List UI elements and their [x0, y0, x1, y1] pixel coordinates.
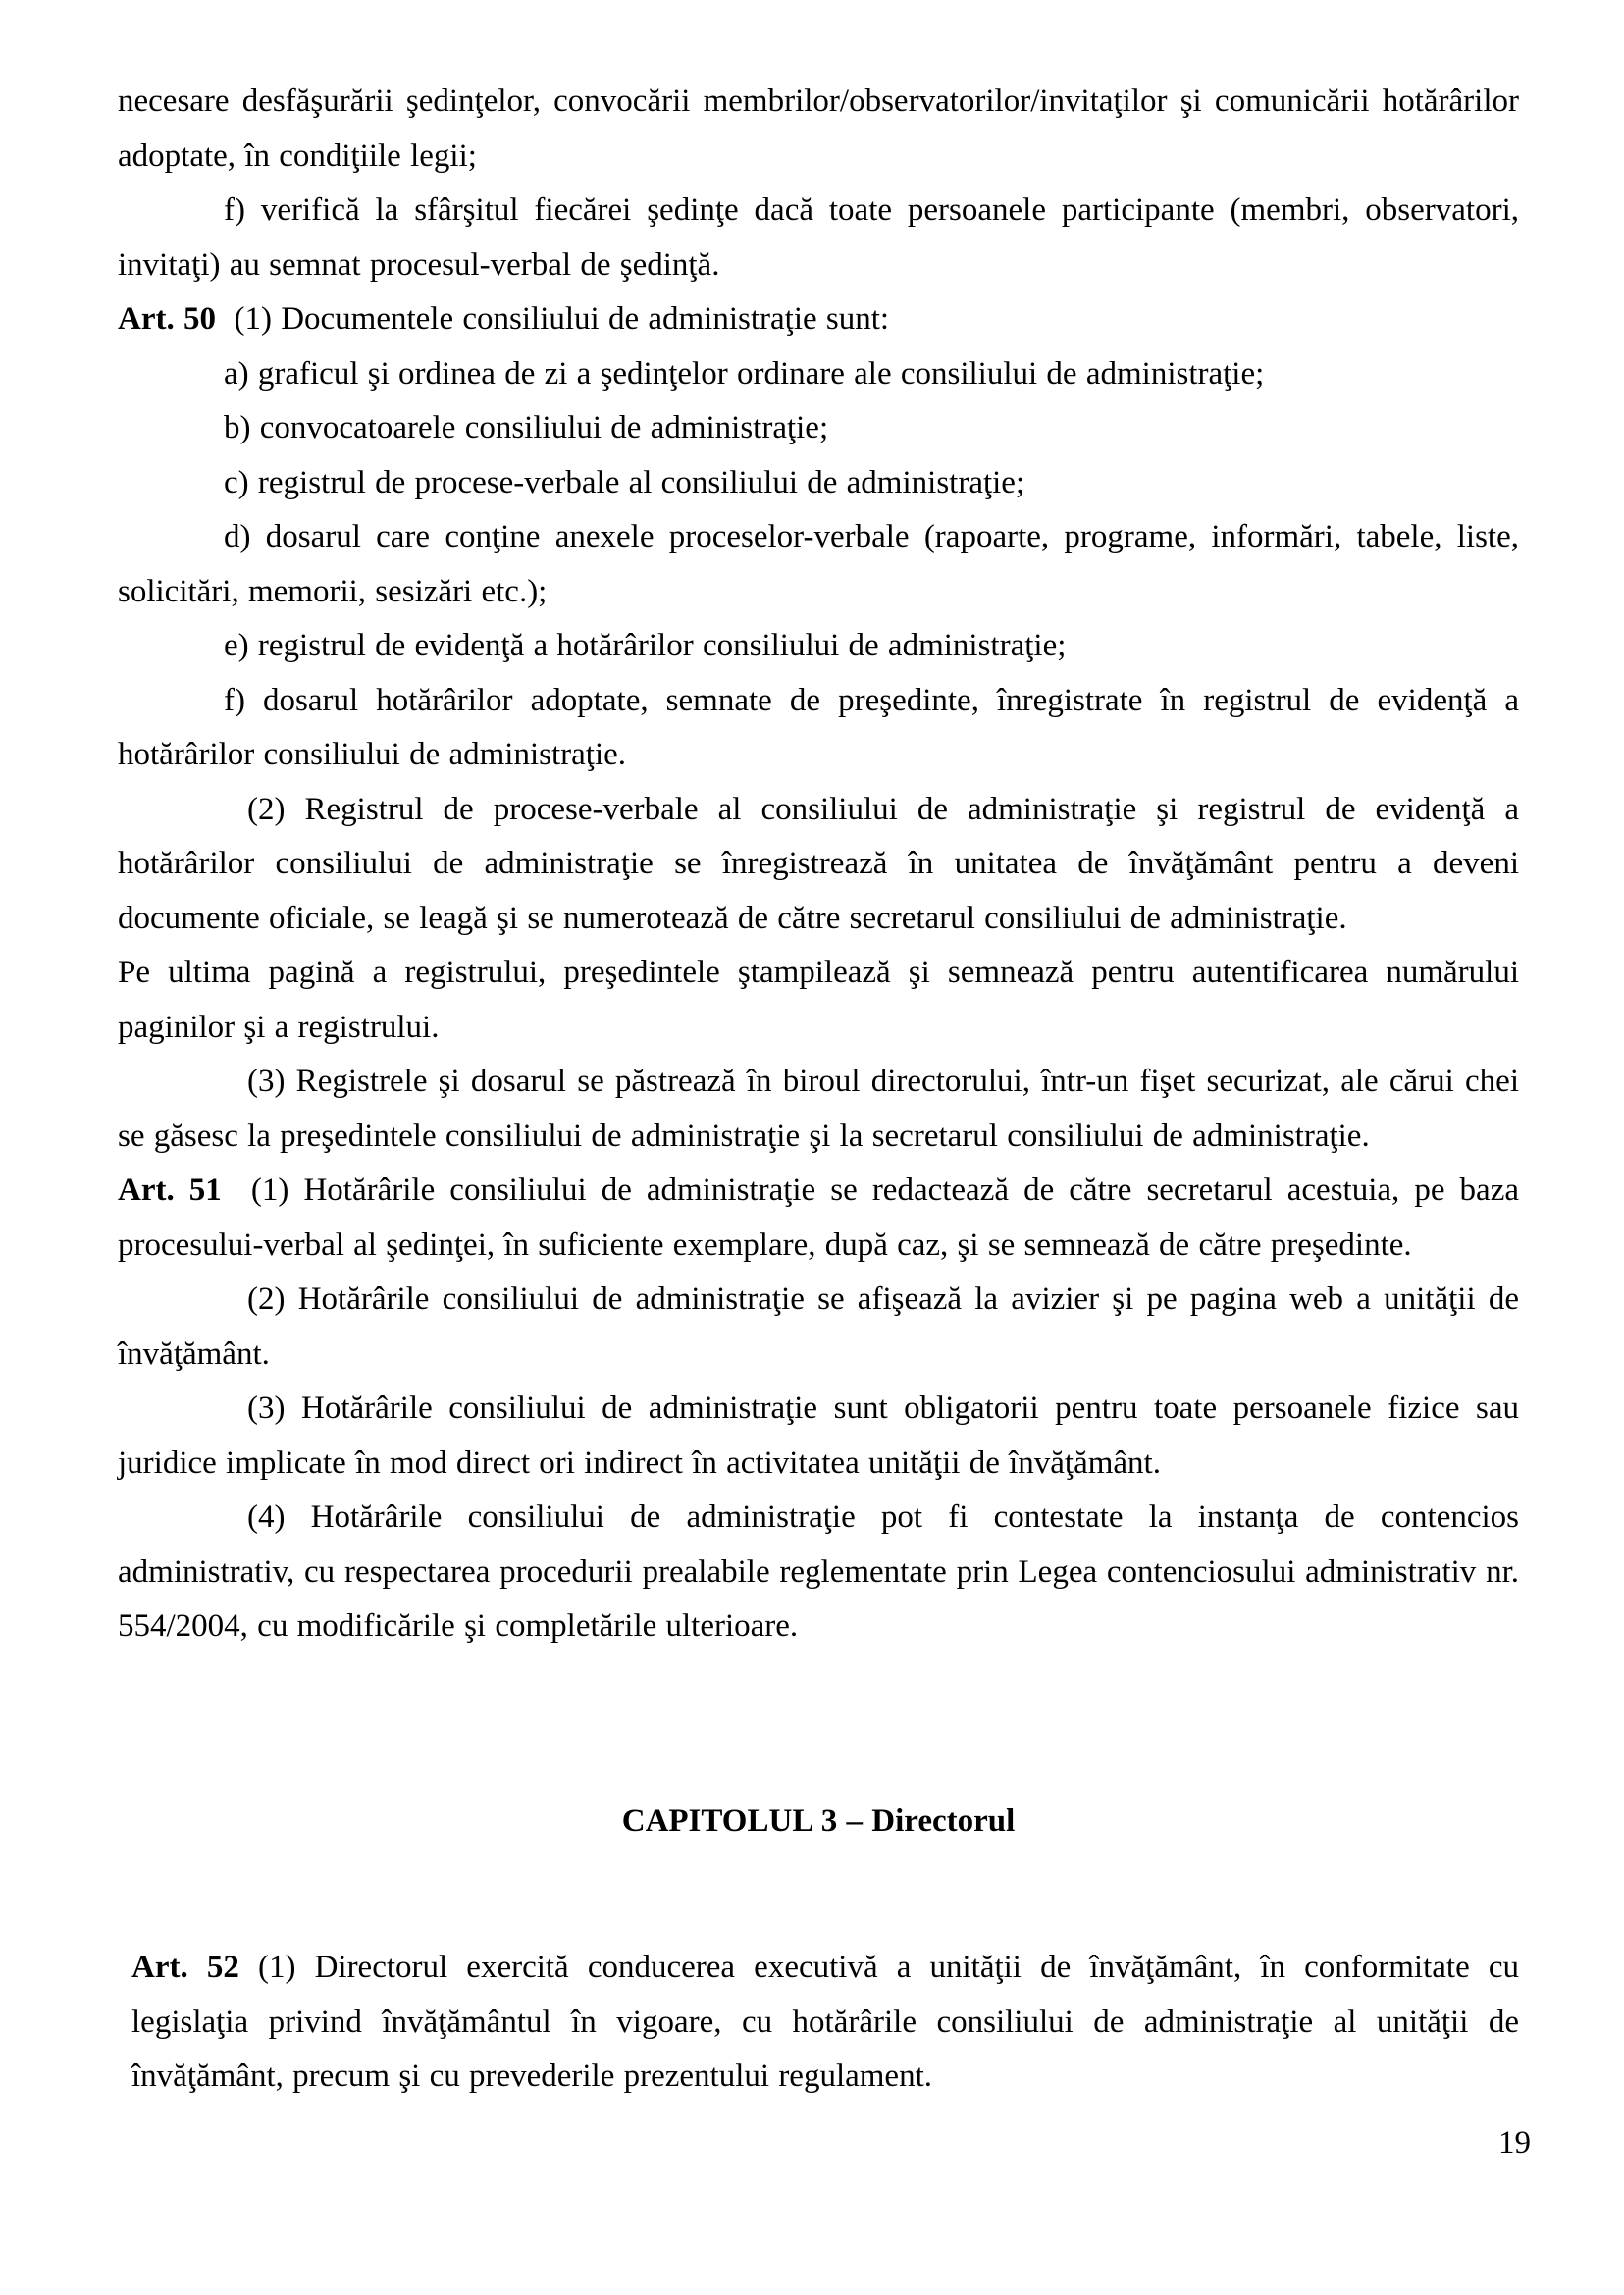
- paragraph-alin-2-registrul: (2) Registrul de procese-verbale al consiliului de administraţie şi registrul de evidenţă a hotărârilor consiliului de administraţie se înregistrează în unitatea de învăţământ pentru a deveni documente oficiale, se leagă şi se numerotează de către secretarul consiliului de administraţie.: [118, 791, 1519, 936]
- article-50-paragraph: [118, 292, 1519, 347]
- article-51-text: (1) Hotărârile consiliului de administraţie se redactează de către secretarul acestuia, pe baza procesului-verbal al şedinţei, în suficiente exemplare, după caz, şi se semnează de către preşedinte.: [118, 1173, 1519, 1263]
- list-item-a: a) graficul şi ordinea de zi a şedinţelor ordinare ale consiliului de administraţie;: [224, 355, 1265, 391]
- paragraph-alin-3-hotararile: (3) Hotărârile consiliului de administraţie sunt obligatorii pentru toate persoanele fizice sau juridice implicate în mod direct ori indirect în activitatea unităţii de învăţământ.: [118, 1390, 1519, 1481]
- paragraph-alin-2-hotararile: (2) Hotărârile consiliului de administraţie se afişează la avizier şi pe pagina web a unităţii de învăţământ.: [118, 1281, 1519, 1372]
- chapter-3-heading: CAPITOLUL 3 – Directorul: [621, 1802, 1016, 1839]
- article-51-label: Art. 51: [118, 1173, 222, 1208]
- article-52-paragraph: [131, 1941, 1519, 2105]
- paragraph-alin-4-hotararile: (4) Hotărârile consiliului de administraţie pot fi contestate la instanţa de contencios administrativ, cu respectarea procedurii prealabile reglementate prin Legea contenciosului administrativ nr. 554/2004, cu modificările şi completările ulterioare.: [118, 1499, 1519, 1643]
- list-item-f-dosarul: f) dosarul hotărârilor adoptate, semnate de preşedinte, înregistrate în registrul de evidenţă a hotărârilor consiliului de administraţie.: [118, 682, 1519, 772]
- article-52-text: (1) Directorul exercită conducerea executivă a unităţii de învăţământ, în conformitate cu legislaţia privind învăţământul în vigoare, cu hotărârile consiliului de administraţie al unităţii de învăţământ, precum şi cu prevederile prezentului regulament.: [131, 1950, 1519, 2094]
- paragraph-pe-ultima-pagina: Pe ultima pagină a registrului, preşedintele ştampilează şi semnează pentru autentificarea numărului paginilor şi a registrului.: [118, 955, 1519, 1045]
- article-50-text: (1) Documentele consiliului de administraţie sunt:: [215, 301, 890, 337]
- article-51-paragraph: [118, 1164, 1519, 1273]
- list-item-d: d) dosarul care conţine anexele proceselor-verbale (rapoarte, programe, informări, tabele, liste, solicitări, memorii, sesizări etc.);: [118, 519, 1519, 609]
- page-number: 19: [1498, 2125, 1531, 2161]
- list-item-e: e) registrul de evidenţă a hotărârilor consiliului de administraţie;: [224, 628, 1067, 663]
- paragraph-alin-3-registrele: (3) Registrele şi dosarul se păstrează în biroul directorului, într-un fişet securizat, ale cărui chei se găsesc la preşedintele consiliului de administraţie şi la secretarul consiliului de administraţie.: [118, 1064, 1519, 1154]
- article-52-label: Art. 52: [131, 1950, 239, 1985]
- list-item-f-verifica: f) verifică la sfârşitul fiecărei şedinţe dacă toate persoanele participante (membri, observatori, invitaţi) au semnat procesul-verbal de şedinţă.: [118, 192, 1519, 283]
- paragraph-continuation: necesare desfăşurării şedinţelor, convocării membrilor/observatorilor/invitaţilor şi comunicării hotărârilor adoptate, în condiţiile legii;: [118, 83, 1519, 174]
- article-50-label: Art. 50: [118, 301, 216, 337]
- list-item-b: b) convocatoarele consiliului de administraţie;: [224, 410, 829, 445]
- list-item-c: c) registrul de procese-verbale al consiliului de administraţie;: [224, 464, 1025, 500]
